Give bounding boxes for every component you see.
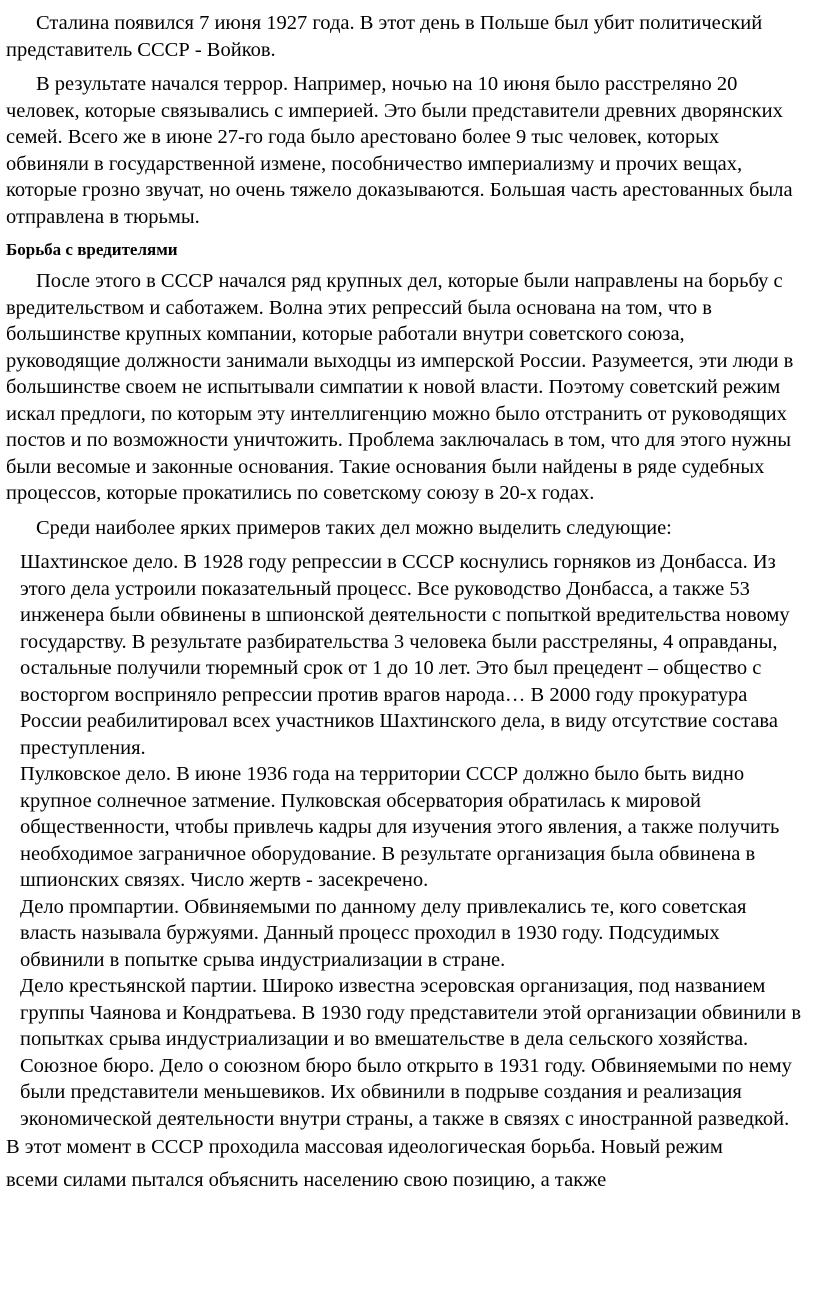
closing-line-1: В этот момент в СССР проходила массовая идеологическая борьба. Новый режим — [6, 1136, 723, 1158]
list-item-text: Союзное бюро. Дело о союзном бюро было открыто в 1931 году. Обвиняемыми по нему были представители меньшевиков. Их обвинили в подрыве создания и реализация экономической деятельности внутри страны, а также в связях с иностранной разведкой. — [20, 1054, 792, 1130]
list-item-prompartiya-case — [20, 894, 804, 974]
list-item-union-bureau-case — [20, 1053, 804, 1133]
paragraph-sabotage: После этого в СССР начался ряд крупных дел, которые были направлены на борьбу с вредительством и саботажем. Волна этих репрессий была основана на том, что в большинстве крупных компании, которые работали внутри советского союза, руководящие должности занимали выходцы из имперской России. Разумеется, эти люди в большинстве своем не испытывали симпатии к новой власти. Поэтому советский режим искал предлоги, по которым эту интеллигенцию можно было отстранить от руководящих постов и по возможности уничтожить. Проблема заключалась в том, что для этого нужны были весомые и законные основания. Такие основания были найдены в ряде судебных процессов, которые прокатились по советскому союзу в 20-х годах. — [6, 270, 794, 504]
list-item-text: Дело промпартии. Обвиняемыми по данному делу привлекались те, кого советская власть называла буржуями. Данный процесс проходил в 1930 году. Подсудимых обвинили в попытке срыва индустриализации в стране. — [20, 895, 747, 971]
cases-list — [6, 549, 804, 1132]
paragraph-intro: Сталина появился 7 июня 1927 года. В этот день в Польше был убит политический представитель СССР - Войков. — [6, 12, 763, 61]
section-heading: Борьба с вредителями — [6, 240, 178, 259]
list-item-peasant-party-case — [20, 973, 804, 1053]
paragraph-terror: В результате начался террор. Например, ночью на 10 июня было расстреляно 20 человек, которые связывались с империей. Это были представители древних дворянских семей. Всего же в июне 27-го года было арестовано более 9 тыс человек, которых обвиняли в государственной измене, пособничество империализму и прочих вещах, которые грозно звучат, но очень тяжело доказываются. Большая часть арестованных была отправлена в тюрьмы. — [6, 73, 793, 228]
list-item-shakhty-case — [20, 549, 804, 761]
paragraph-closing — [6, 1134, 804, 1193]
list-item-text: Пулковское дело. В июне 1936 года на территории СССР должно было быть видно крупное солнечное затмение. Пулковская обсерватория обратилась к мировой общественности, чтобы привлечь кадры для изучения этого явления, а также получить необходимое заграничное оборудование. В результате организация была обвинена в шпионских связях. Число жертв - засекречено. — [20, 763, 780, 891]
list-item-text: Шахтинское дело. В 1928 году репрессии в СССР коснулись горняков из Донбасса. Из этого дела устроили показательный процесс. Все руководство Донбасса, а также 53 инженера были обвинены в шпионской деятельности с попыткой вредительства новому государству. В результате разбирательства 3 человека были расстреляны, 4 оправданы, остальные получили тюремный срок от 1 до 10 лет. Это был прецедент – общество с восторгом восприняло репрессии против врагов народа… В 2000 году прокуратура России реабилитировал всех участников Шахтинского дела, в виду отсутствие состава преступления. — [20, 551, 790, 759]
closing-line-2: всеми силами пытался объяснить населению свою позицию, а также — [6, 1168, 607, 1191]
paragraph-examples-intro: Среди наиболее ярких примеров таких дел можно выделить следующие: — [36, 516, 672, 539]
list-item-pulkovo-case — [20, 761, 804, 894]
list-item-text: Дело крестьянской партии. Широко известна эсеровская организация, под названием группы Чаянова и Кондратьева. В 1930 году представители этой организации обвинили в попытках срыва индустриализации и во вмешательстве в дела сельского хозяйства. — [20, 975, 802, 1050]
